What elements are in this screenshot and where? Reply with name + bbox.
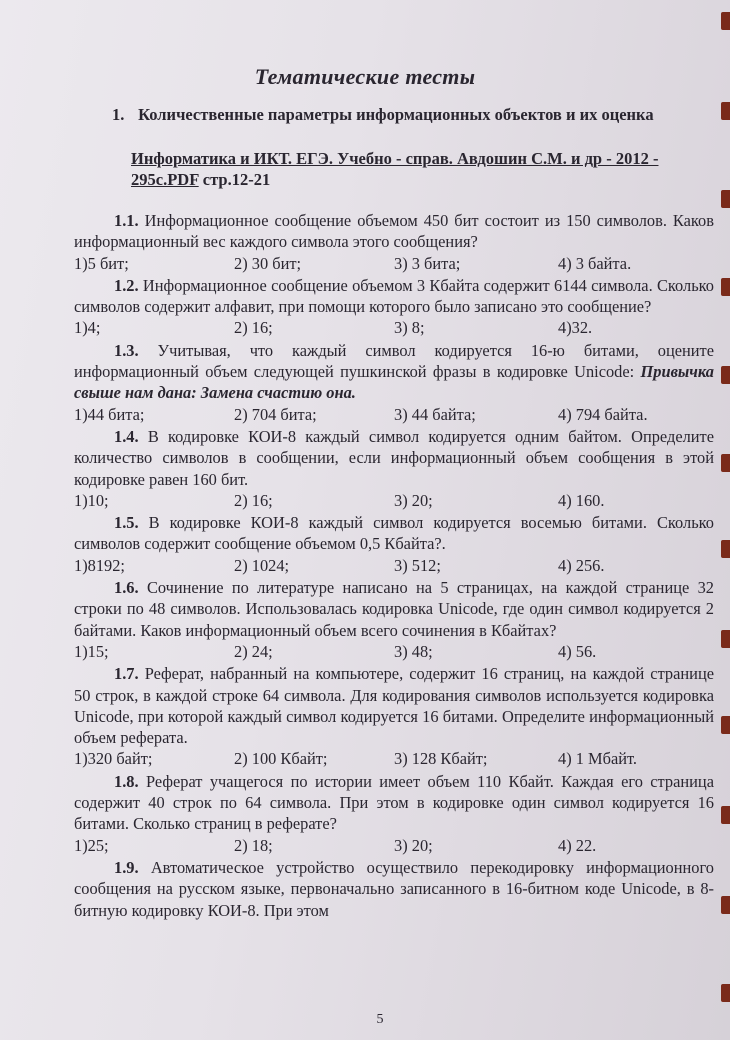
question-number: 1.7.	[114, 664, 139, 684]
answer-option: 4) 56.	[558, 641, 597, 661]
binder-ring	[721, 716, 730, 734]
answer-option: 4) 160.	[558, 490, 605, 510]
answer-option: 3) 20;	[394, 835, 433, 855]
answer-option: 2) 24;	[234, 641, 273, 661]
question-number: 1.4.	[114, 426, 139, 446]
answer-option: 2) 18;	[234, 835, 273, 855]
question	[74, 663, 714, 748]
page-number: 5	[376, 1012, 384, 1027]
question	[74, 857, 714, 921]
binder-ring	[721, 190, 730, 208]
binder-ring	[721, 102, 730, 120]
answer-option: 2) 30 бит;	[234, 253, 302, 273]
question-text: Реферат учащегося по истории имеет объем 110 Кбайт. Каждая его страница содержит 40 строк по 64 символа. При этом в кодировке один символ кодируется 16 битами. Сколько страниц в реферате?	[74, 771, 714, 834]
answer-option: 1)44 бита;	[74, 404, 145, 424]
answer-option: 1)4;	[74, 318, 101, 338]
question-text: Автоматическое устройство осуществило перекодировку информационного сообщения на русском языке, первоначально записанного в 16-битном коде Unicode, в 8-битную кодировку КОИ-8. При этом	[74, 857, 714, 920]
answer-options	[74, 317, 714, 338]
answer-option: 2) 16;	[234, 490, 273, 510]
answer-option: 1)15;	[74, 641, 109, 661]
answer-option: 2) 16;	[234, 318, 273, 338]
answer-options	[74, 404, 714, 425]
question-text: Информационное сообщение объемом 450 бит состоит из 150 символов. Каков информационный вес каждого символа этого сообщения?	[74, 211, 714, 252]
question-text: Учитывая, что каждый символ кодируется 16-ю битами, оцените информационный объем следующей пушкинской фразы в кодировке Unicode:	[74, 340, 714, 382]
questions-list	[74, 210, 714, 921]
question	[74, 771, 714, 835]
answer-option: 3) 8;	[394, 318, 425, 338]
book-reference	[131, 148, 691, 190]
answer-option: 3) 128 Кбайт;	[394, 749, 488, 769]
question-text: В кодировке КОИ-8 каждый символ кодируется восемью битами. Сколько символов содержит сообщение объемом 0,5 Кбайта?.	[74, 513, 714, 554]
answer-option: 1)8192;	[74, 555, 125, 575]
binder-ring	[721, 12, 730, 30]
question-number: 1.5.	[114, 513, 139, 533]
answer-options	[74, 253, 714, 274]
question-number: 1.8.	[114, 771, 139, 791]
answer-option: 1)320 байт;	[74, 749, 153, 769]
question-number: 1.6.	[114, 578, 139, 598]
answer-options	[74, 641, 714, 662]
question-number: 1.3.	[114, 340, 139, 360]
answer-options	[74, 555, 714, 576]
answer-option: 3) 512;	[394, 555, 441, 575]
page-title: Тематические тесты	[254, 64, 476, 89]
answer-options	[74, 490, 714, 511]
binder-ring	[721, 540, 730, 558]
binder-ring	[721, 896, 730, 914]
answer-option: 4) 3 байта.	[558, 253, 632, 273]
answer-option: 4) 256.	[558, 555, 605, 575]
binder-rings	[718, 0, 730, 1040]
section-heading	[112, 104, 672, 125]
answer-option: 4)32.	[558, 318, 593, 338]
binder-ring	[721, 984, 730, 1002]
answer-option: 4) 22.	[558, 835, 597, 855]
answer-option: 1)5 бит;	[74, 253, 129, 273]
binder-ring	[721, 806, 730, 824]
question	[74, 512, 714, 555]
answer-option: 4) 794 байта.	[558, 404, 648, 424]
question-quote: Привычка свыше нам дана: Замена счастию она.	[74, 362, 714, 403]
question-text: Информационное сообщение объемом 3 Кбайта содержит 6144 символа. Сколько символов содержит алфавит, при помощи которого было записано это сообщение?	[74, 275, 714, 317]
binder-ring	[721, 278, 730, 296]
question	[74, 275, 714, 318]
binder-ring	[721, 630, 730, 648]
question-number: 1.2.	[114, 275, 139, 295]
answer-option: 3) 48;	[394, 641, 433, 661]
answer-option: 3) 20;	[394, 490, 433, 510]
answer-option: 4) 1 Мбайт.	[558, 749, 638, 769]
binder-ring	[721, 454, 730, 472]
question-number: 1.9.	[114, 857, 139, 877]
answer-option: 2) 704 бита;	[234, 404, 317, 424]
answer-option: 1)10;	[74, 490, 109, 510]
question	[74, 426, 714, 490]
binder-ring	[721, 366, 730, 384]
question	[74, 577, 714, 641]
question-text: В кодировке КОИ-8 каждый символ кодируется одним байтом. Определите количество символов в сообщении, если информационный объем сообщения в этой кодировке равен 160 бит.	[74, 426, 714, 489]
answer-option: 2) 1024;	[234, 555, 290, 575]
question	[74, 340, 714, 404]
question	[74, 210, 714, 253]
answer-options	[74, 748, 714, 769]
answer-option: 2) 100 Кбайт;	[234, 749, 328, 769]
answer-option: 3) 44 байта;	[394, 404, 476, 424]
answer-option: 1)25;	[74, 835, 109, 855]
question-number: 1.1.	[114, 211, 139, 230]
section-number: 1.	[112, 105, 125, 124]
reference-book: Информатика и ИКТ. ЕГЭ. Учебно - справ. Авдошин С.М. и др - 2012 - 295с.PDF	[131, 149, 659, 189]
question-text: Сочинение по литературе написано на 5 страницах, на каждой странице 32 строки по 48 символов. Использовалась кодировка Unicode, где один символ кодируется 2 байтами. Каков информационный объем всего сочинения в Кбайтах?	[74, 578, 714, 640]
question-text: Реферат, набранный на компьютере, содержит 16 страниц, на каждой странице 50 строк, в каждой строке 64 символа. Для кодирования символов используется кодировка Unicode, при которой каждый символ кодируется 16 битами. Определите информационный объем реферата.	[74, 664, 714, 748]
section-title: Количественные параметры информационных объектов и их оценка	[138, 105, 654, 124]
reference-pages: стр.12-21	[202, 170, 271, 189]
answer-options	[74, 835, 714, 856]
answer-option: 3) 3 бита;	[394, 253, 461, 273]
